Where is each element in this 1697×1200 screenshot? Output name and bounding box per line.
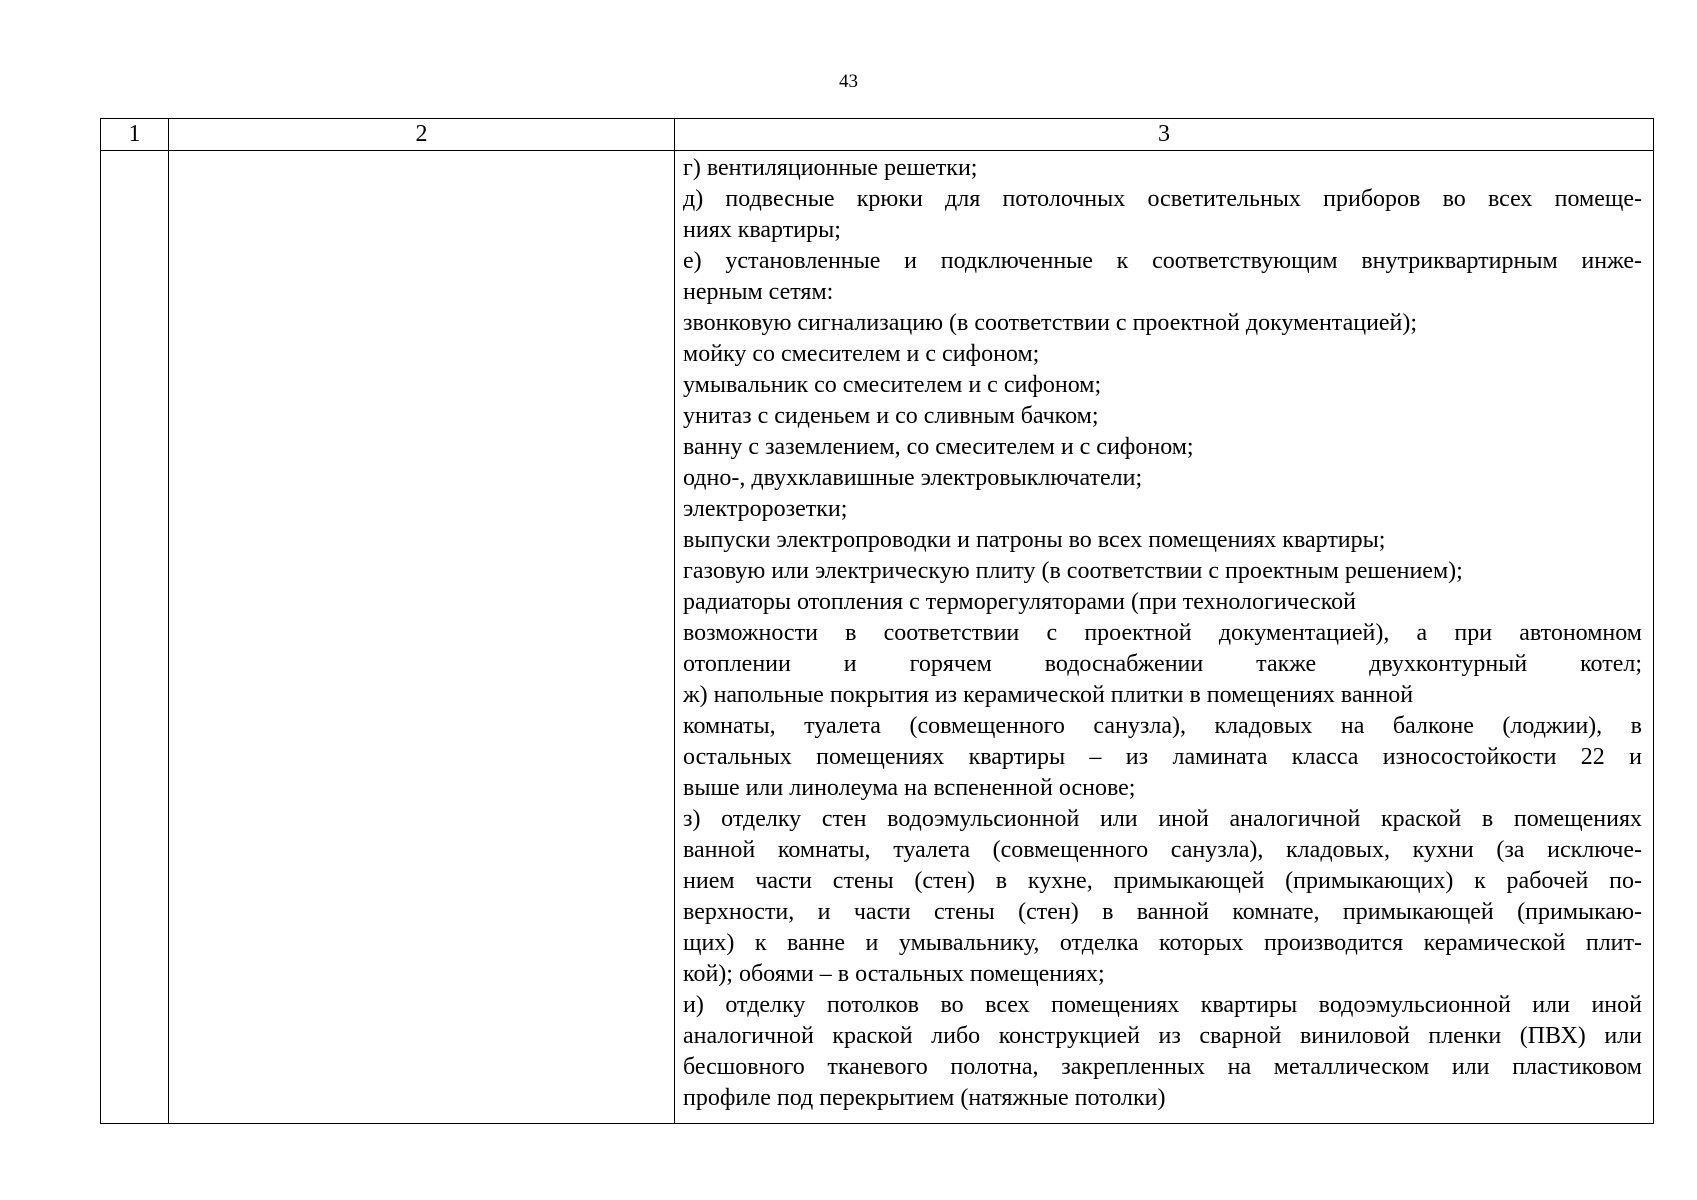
text-line: комнаты, туалета (совмещенного санузла), кладовых на балконе (лоджии), в — [683, 713, 1642, 739]
requirements-list — [683, 153, 1642, 1114]
text-line: умывальник со смесителем и с сифоном; — [683, 372, 1102, 398]
text-line: бесшовного тканевого полотна, закрепленных на металлическом или пластиковом — [683, 1054, 1642, 1080]
content-table — [100, 118, 1654, 1124]
text-line: одно-, двухклавишные электровыключатели; — [683, 465, 1143, 491]
text-line: ванну с заземлением, со смесителем и с сифоном; — [683, 434, 1194, 460]
text-line: д) подвесные крюки для потолочных осветительных приборов во всех помеще- — [683, 186, 1642, 212]
column-header-2: 2 — [169, 119, 675, 151]
text-line: з) отделку стен водоэмульсионной или иной аналогичной краской в помещениях — [683, 806, 1642, 832]
text-line: ж) напольные покрытия из керамической плитки в помещениях ванной — [683, 682, 1414, 708]
text-line: звонковую сигнализацию (в соответствии с проектной документацией); — [683, 310, 1418, 336]
cell-col1 — [101, 151, 169, 1124]
cell-col3 — [675, 151, 1654, 1124]
text-line: е) установленные и подключенные к соответствующим внутриквартирным инже- — [683, 248, 1642, 274]
text-line: мойку со смесителем и с сифоном; — [683, 341, 1040, 367]
text-line: выпуски электропроводки и патроны во всех помещениях квартиры; — [683, 527, 1386, 553]
text-line: г) вентиляционные решетки; — [683, 155, 978, 181]
header-row — [101, 119, 1654, 151]
table-row — [101, 151, 1654, 1124]
text-line: выше или линолеума на вспененной основе; — [683, 775, 1136, 801]
text-line: кой); обоями – в остальных помещениях; — [683, 961, 1105, 987]
text-line: и) отделку потолков во всех помещениях квартиры водоэмульсионной или иной — [683, 992, 1642, 1018]
text-line: отоплении и горячем водоснабжении также двухконтурный котел; — [683, 651, 1642, 677]
text-line: унитаз с сиденьем и со сливным бачком; — [683, 403, 1099, 429]
text-line: возможности в соответствии с проектной документацией), а при автономном — [683, 620, 1642, 646]
page-number: 43 — [839, 71, 858, 92]
text-line: нием части стены (стен) в кухне, примыкающей (примыкающих) к рабочей по- — [683, 868, 1642, 894]
text-line: ванной комнаты, туалета (совмещенного санузла), кладовых, кухни (за исключе- — [683, 837, 1642, 863]
column-header-1: 1 — [101, 119, 169, 151]
text-line: электророзетки; — [683, 496, 848, 522]
text-line: профиле под перекрытием (натяжные потолки) — [683, 1085, 1166, 1111]
text-line: верхности, и части стены (стен) в ванной комнате, примыкающей (примыкаю- — [683, 899, 1642, 925]
cell-col2 — [169, 151, 675, 1124]
text-line: аналогичной краской либо конструкцией из сварной виниловой пленки (ПВХ) или — [683, 1023, 1642, 1049]
text-line: ниях квартиры; — [683, 217, 841, 243]
text-line: радиаторы отопления с терморегуляторами (при технологической — [683, 589, 1356, 615]
text-line: остальных помещениях квартиры – из ламината класса износостойкости 22 и — [683, 744, 1642, 770]
text-line: щих) к ванне и умывальнику, отделка которых производится керамической плит- — [683, 930, 1642, 956]
column-header-3: 3 — [675, 119, 1654, 151]
text-line: газовую или электрическую плиту (в соответствии с проектным решением); — [683, 558, 1463, 584]
text-line: нерным сетям: — [683, 279, 834, 305]
